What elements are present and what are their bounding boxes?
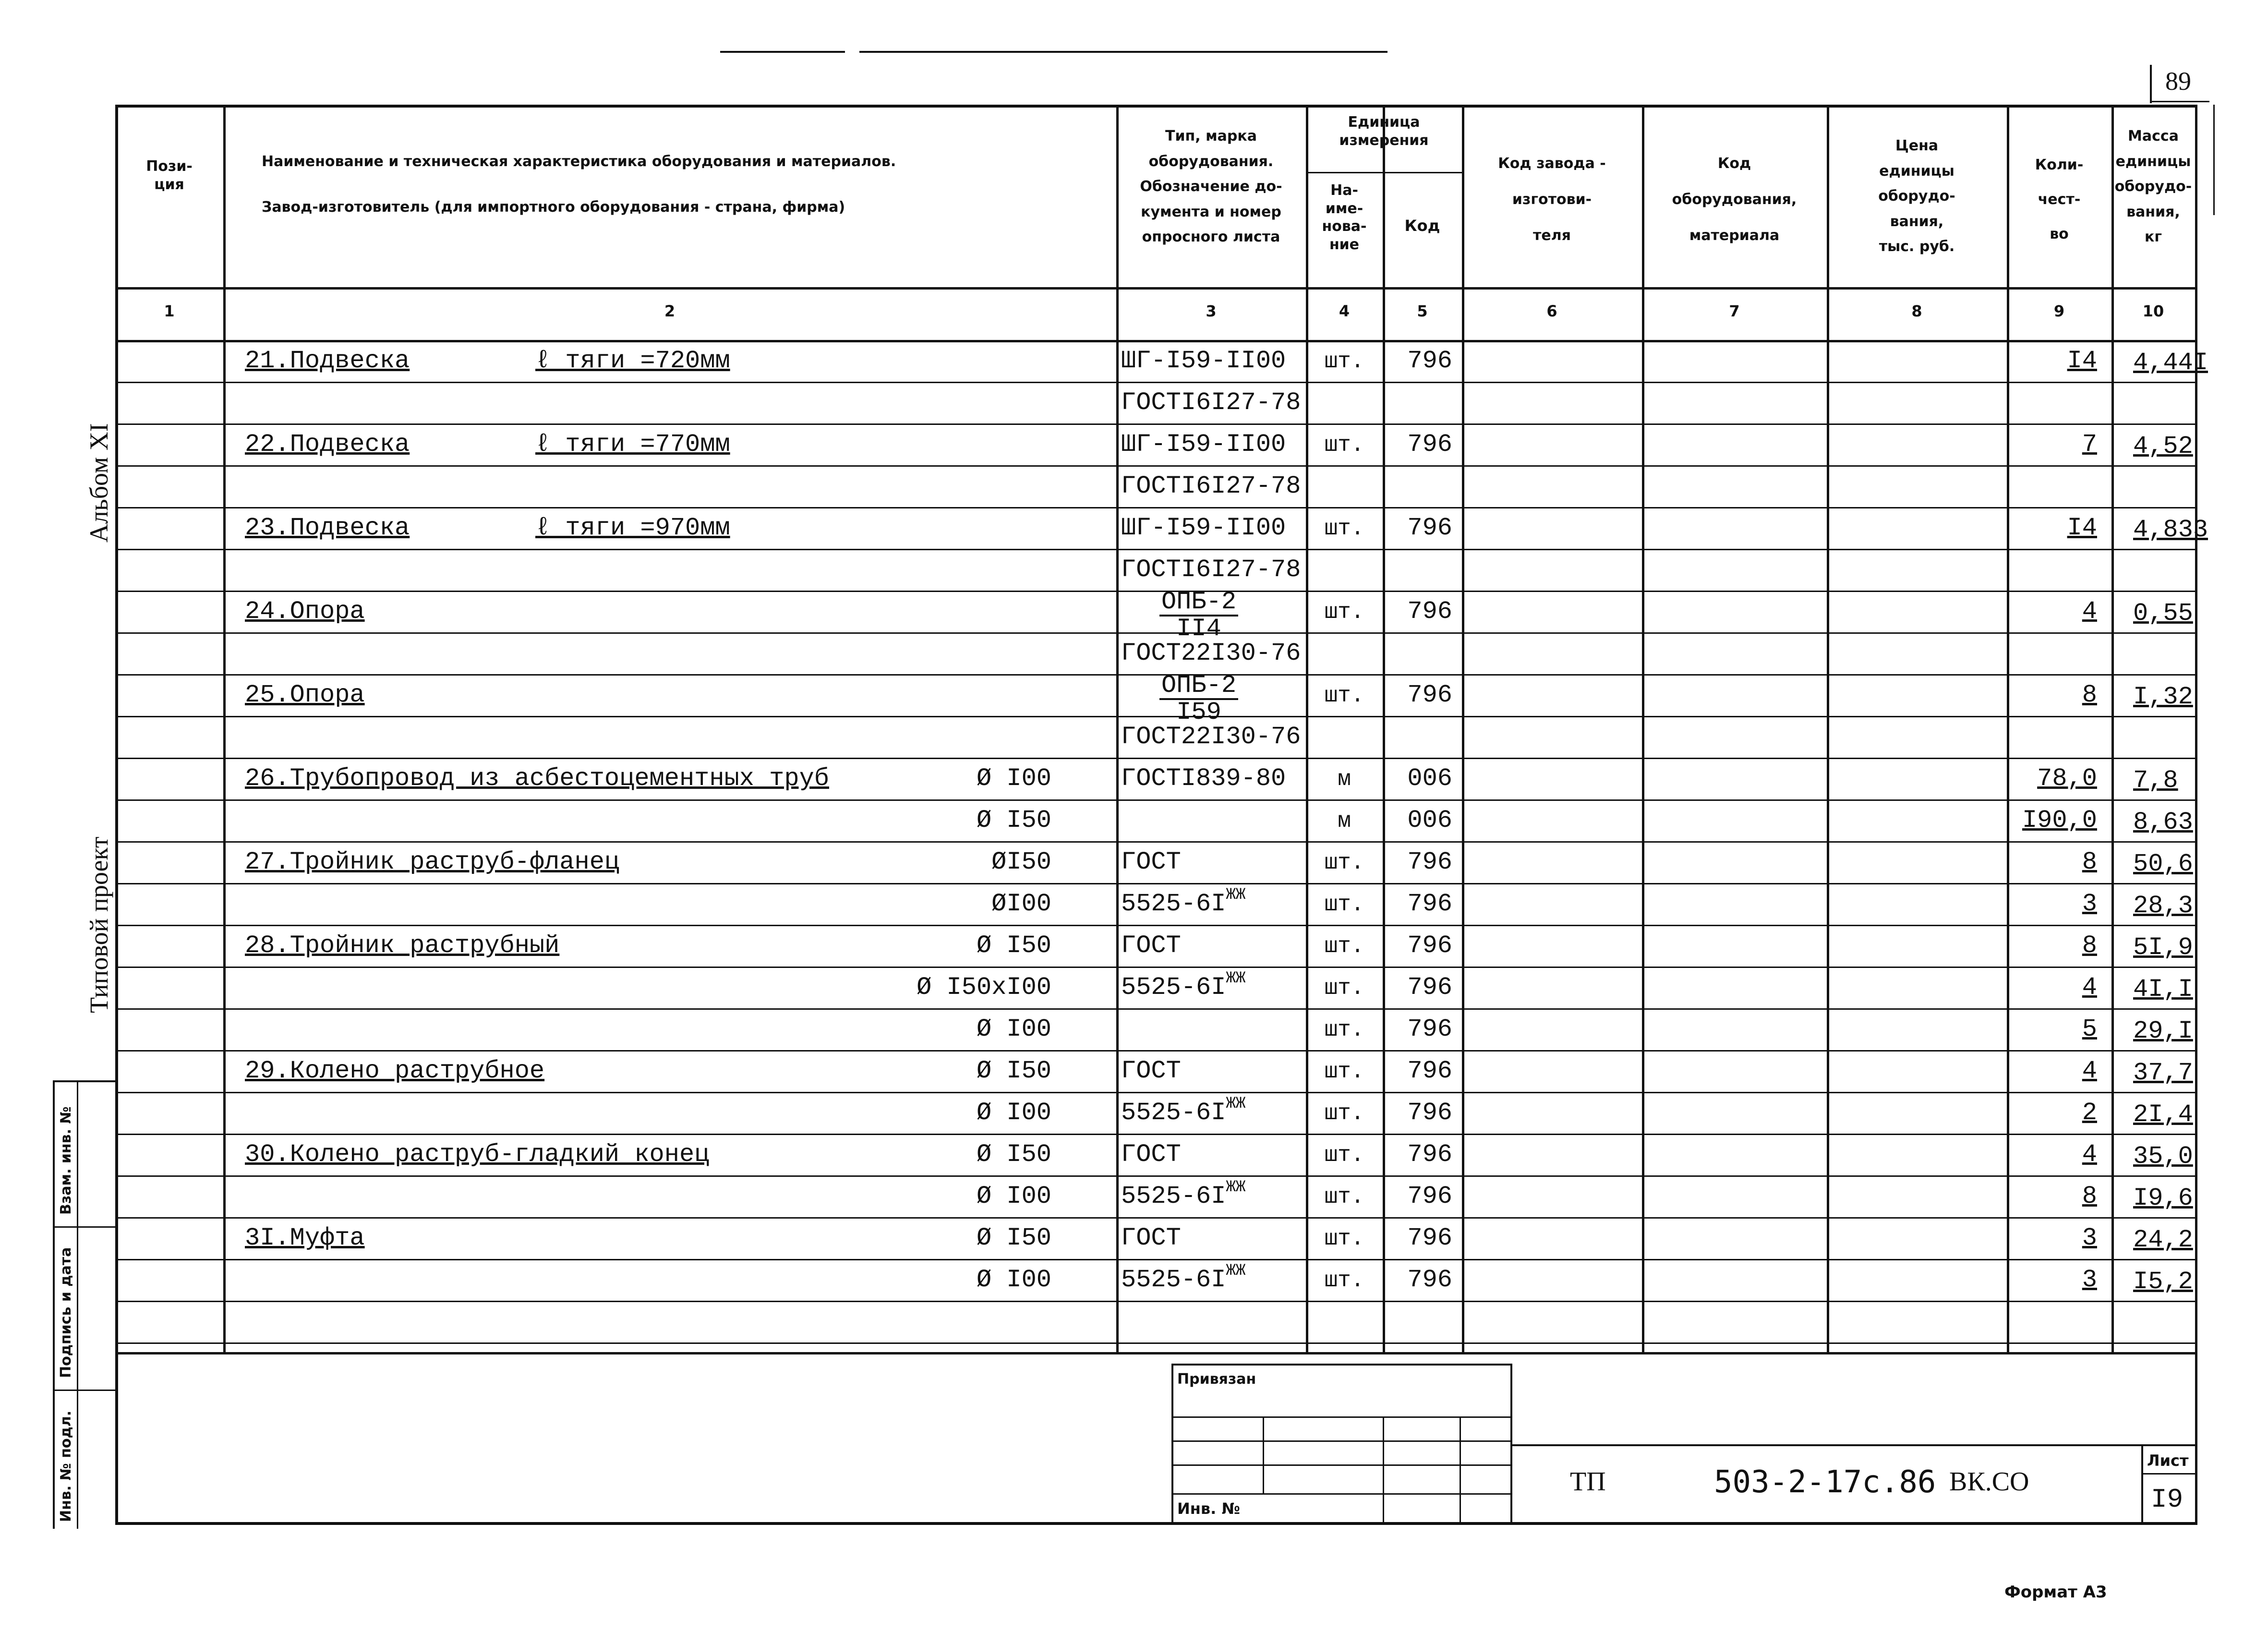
- row-type-note: ЖЖ: [1226, 1095, 1246, 1113]
- row-quantity: 4: [2082, 597, 2097, 626]
- header-col-number-1: 1: [164, 302, 175, 320]
- row-quantity: 4: [2082, 1140, 2097, 1169]
- row-unit: шт.: [1324, 600, 1364, 625]
- row-name: 30.Колено раструб-гладкий конец: [245, 1140, 710, 1169]
- row-unit-code: 796: [1407, 890, 1452, 918]
- row-unit: шт.: [1324, 892, 1364, 917]
- row-quantity: 5: [2082, 1015, 2097, 1043]
- row-unit: шт.: [1324, 934, 1364, 959]
- row-unit-code: 796: [1407, 848, 1452, 876]
- row-mass: 8,63: [2133, 808, 2193, 836]
- row-diameter: Ø I50: [976, 1057, 1051, 1085]
- row-unit: шт.: [1324, 433, 1364, 458]
- fraction-bottom: I59: [1176, 698, 1221, 726]
- header-unit-group: Единица измерения: [1339, 114, 1429, 149]
- row-quantity: 3: [2082, 890, 2097, 918]
- row-name-detail: ℓ тяги =720мм: [535, 347, 730, 375]
- row-name: 26.Трубопровод из асбестоцементных труб: [245, 764, 829, 793]
- row-mass: 28,3: [2133, 892, 2193, 920]
- row-unit-code: 796: [1407, 514, 1452, 542]
- doc-mark: ВК.СО: [1949, 1467, 2029, 1497]
- row-type: $5525-6I^{ЖЖ}$: [1121, 1095, 1246, 1127]
- row-unit: шт.: [1324, 1143, 1364, 1168]
- row-mass: 2I,4: [2133, 1100, 2193, 1129]
- header-unit-name: На- име- нова- ние: [1322, 182, 1367, 253]
- row-unit: шт.: [1324, 1059, 1364, 1084]
- row-quantity: 78,0: [2037, 764, 2097, 793]
- row-type: ГОСТ22I30-76: [1121, 723, 1301, 751]
- row-mass: 4,52: [2133, 432, 2193, 460]
- row-quantity: 3: [2082, 1224, 2097, 1252]
- row-diameter: Ø I50: [976, 931, 1051, 960]
- row-name: 21.Подвеска: [245, 347, 410, 375]
- row-type-note: ЖЖ: [1226, 969, 1246, 988]
- row-type: ШГ-I59-II00: [1121, 514, 1286, 542]
- header-col-number-6: 6: [1546, 302, 1557, 320]
- header-position: Пози- ция: [146, 158, 193, 193]
- format-label: Формат А3: [2004, 1583, 2107, 1602]
- stamp-sign-date: Подпись и дата: [58, 1247, 74, 1378]
- row-mass: 4,44I: [2133, 349, 2208, 377]
- header-col-number-8: 8: [1911, 302, 1922, 320]
- row-unit: шт.: [1324, 683, 1364, 708]
- row-diameter: Ø I00: [976, 1266, 1051, 1294]
- row-unit: шт.: [1324, 516, 1364, 541]
- row-unit: шт.: [1324, 349, 1364, 374]
- row-mass: 4I,I: [2133, 975, 2193, 1003]
- stamp-inv-repl: Взам. инв. №: [58, 1106, 74, 1215]
- row-name: 3I.Муфта: [245, 1224, 365, 1252]
- row-quantity: 8: [2082, 931, 2097, 960]
- row-name: 29.Колено раструбное: [245, 1057, 545, 1085]
- row-type: ШГ-I59-II00: [1121, 430, 1286, 459]
- row-name: 25.Опора: [245, 681, 365, 709]
- row-unit-code: 796: [1407, 597, 1452, 626]
- row-diameter: ØI50: [991, 848, 1051, 876]
- sheet-label: Лист: [2147, 1451, 2189, 1470]
- row-name-detail: ℓ тяги =770мм: [535, 430, 730, 459]
- header-col-number-9: 9: [2053, 302, 2065, 320]
- side-label-album: Альбом XI: [84, 423, 113, 543]
- row-name-detail: ℓ тяги =970мм: [535, 514, 730, 542]
- row-unit: м: [1338, 767, 1351, 792]
- row-quantity: 7: [2082, 430, 2097, 459]
- row-type: ГОСТ: [1121, 1140, 1181, 1169]
- title-main-top: [1512, 1444, 2195, 1446]
- row-diameter: Ø I00: [976, 1182, 1051, 1210]
- row-name: 27.Тройник раструб-фланец: [245, 848, 620, 876]
- row-unit-code: 796: [1407, 1015, 1452, 1043]
- row-type: ГОСТI6I27-78: [1121, 472, 1301, 500]
- tp-label: ТП: [1570, 1467, 1606, 1497]
- row-diameter: Ø I50: [976, 1140, 1051, 1169]
- row-unit: шт.: [1324, 1185, 1364, 1209]
- header-unit-code: Код: [1404, 217, 1440, 235]
- row-unit: шт.: [1324, 1017, 1364, 1042]
- fraction-bottom: II4: [1176, 615, 1221, 643]
- row-mass: 29,I: [2133, 1017, 2193, 1045]
- row-quantity: 2: [2082, 1099, 2097, 1127]
- header-quantity: Коли- чест- во: [2035, 157, 2084, 242]
- row-diameter: Ø I50xI00: [917, 973, 1051, 1002]
- row-type: ГОСТI6I27-78: [1121, 388, 1301, 417]
- row-type-note: ЖЖ: [1226, 1178, 1246, 1197]
- row-unit-code: 006: [1407, 806, 1452, 834]
- header-equipment-code: Код оборудования, материала: [1672, 155, 1797, 244]
- row-mass: 5I,9: [2133, 933, 2193, 962]
- header-price: Цена единицы оборудо- вания, тыс. руб.: [1878, 137, 1955, 255]
- row-quantity: 8: [2082, 848, 2097, 876]
- page-number-underline: [2152, 101, 2209, 102]
- row-unit-code: 796: [1407, 430, 1452, 459]
- row-type-note: ЖЖ: [1226, 886, 1246, 904]
- row-quantity: 3: [2082, 1266, 2097, 1294]
- page-number-rule: [2150, 65, 2152, 103]
- row-unit-code: 796: [1407, 973, 1452, 1002]
- row-type: ГОСТ: [1121, 1057, 1181, 1085]
- header-plant-code: Код завода - изготови- теля: [1498, 155, 1606, 244]
- row-unit-code: 796: [1407, 1099, 1452, 1127]
- row-mass: 50,6: [2133, 850, 2193, 878]
- row-mass: I5,2: [2133, 1268, 2193, 1296]
- header-col-number-7: 7: [1729, 302, 1740, 320]
- top-rule-right: [859, 51, 1387, 53]
- row-unit: шт.: [1324, 1101, 1364, 1126]
- bound-label: Привязан: [1177, 1371, 1256, 1388]
- header-col-number-2: 2: [664, 302, 676, 320]
- row-unit: шт.: [1324, 1226, 1364, 1251]
- row-unit: шт.: [1324, 976, 1364, 1001]
- row-type: ГОСТ: [1121, 1224, 1181, 1252]
- row-diameter: Ø I00: [976, 1099, 1051, 1127]
- header-col-number-3: 3: [1206, 302, 1217, 320]
- row-name: 23.Подвеска: [245, 514, 410, 542]
- row-unit-code: 796: [1407, 1140, 1452, 1169]
- row-unit-code: 006: [1407, 764, 1452, 793]
- title-block: [1171, 1364, 2195, 1525]
- row-diameter: Ø I00: [976, 1015, 1051, 1043]
- row-mass: 24,2: [2133, 1226, 2193, 1254]
- row-type: ГОСТ: [1121, 848, 1181, 876]
- row-mass: 37,7: [2133, 1059, 2193, 1087]
- header-col-number-5: 5: [1417, 302, 1428, 320]
- spec-table: [115, 105, 2208, 1343]
- row-mass: 4,833: [2133, 516, 2208, 544]
- row-type: $5525-6I^{ЖЖ}$: [1121, 1262, 1246, 1294]
- row-quantity: 8: [2082, 681, 2097, 709]
- row-mass: 7,8: [2133, 766, 2178, 795]
- sheet-number: I9: [2151, 1484, 2184, 1515]
- row-diameter: Ø I50: [976, 806, 1051, 834]
- row-diameter: ØI00: [991, 890, 1051, 918]
- row-name: 22.Подвеска: [245, 430, 410, 459]
- row-type: $5525-6I^{ЖЖ}$: [1121, 969, 1246, 1002]
- row-mass: I9,6: [2133, 1184, 2193, 1212]
- header-col-number-10: 10: [2142, 302, 2164, 320]
- row-type: ГОСТ: [1121, 931, 1181, 960]
- row-unit-code: 796: [1407, 1182, 1452, 1210]
- top-rule-left: [720, 51, 845, 53]
- row-name: 28.Тройник раструбный: [245, 931, 560, 960]
- row-type-note: ЖЖ: [1226, 1262, 1246, 1280]
- row-type: ГОСТ22I30-76: [1121, 639, 1301, 667]
- stamp-inv-orig: Инв. № подл.: [58, 1410, 74, 1522]
- header-name-a: Наименование и техническая характеристика оборудования и материалов.: [262, 153, 896, 170]
- row-type: ШГ-I59-II00: [1121, 347, 1286, 375]
- row-unit-code: 796: [1407, 347, 1452, 375]
- header-type: Тип, марка оборудования. Обозначение до- кумента и номер опросного листа: [1140, 128, 1282, 245]
- row-type: $5525-6I^{ЖЖ}$: [1121, 886, 1246, 918]
- row-unit-code: 796: [1407, 1266, 1452, 1294]
- row-type: ГОСТI839-80: [1121, 764, 1286, 793]
- row-quantity: I4: [2067, 514, 2097, 542]
- doc-number: 503-2-17с.86: [1714, 1464, 1936, 1500]
- row-quantity: I90,0: [2022, 806, 2097, 834]
- side-label-project: Типовой проект: [84, 836, 113, 1013]
- frame-right-edge: [2195, 105, 2197, 1525]
- row-mass: 35,0: [2133, 1142, 2193, 1171]
- row-quantity: I4: [2067, 347, 2097, 375]
- inv-no-label: Инв. №: [1177, 1499, 1240, 1518]
- row-unit: шт.: [1324, 1268, 1364, 1293]
- row-mass: 0,55: [2133, 599, 2193, 628]
- row-unit: м: [1338, 809, 1351, 834]
- row-name: 24.Опора: [245, 597, 365, 626]
- row-unit-code: 796: [1407, 1224, 1452, 1252]
- row-type-fraction: [1159, 673, 1238, 725]
- frame-right-outer: [2213, 105, 2215, 215]
- row-diameter: Ø I50: [976, 1224, 1051, 1252]
- row-diameter: Ø I00: [976, 764, 1051, 793]
- title-main-bottom: [1512, 1523, 2195, 1525]
- row-quantity: 8: [2082, 1182, 2097, 1210]
- row-quantity: 4: [2082, 1057, 2097, 1085]
- header-name-b: Завод-изготовитель (для импортного оборудования - страна, фирма): [262, 199, 845, 216]
- header-col-number-4: 4: [1339, 302, 1350, 320]
- row-type: $5525-6I^{ЖЖ}$: [1121, 1178, 1246, 1210]
- row-type-fraction: [1159, 590, 1238, 641]
- row-quantity: 4: [2082, 973, 2097, 1002]
- row-unit: шт.: [1324, 850, 1364, 875]
- row-unit-code: 796: [1407, 681, 1452, 709]
- fraction-top: ОПБ-2: [1159, 673, 1238, 700]
- row-mass: I,32: [2133, 683, 2193, 711]
- row-unit-code: 796: [1407, 1057, 1452, 1085]
- page-number: 89: [2165, 67, 2191, 96]
- row-unit-code: 796: [1407, 931, 1452, 960]
- row-type: ГОСТI6I27-78: [1121, 556, 1301, 584]
- fraction-top: ОПБ-2: [1159, 590, 1238, 616]
- header-mass: Масса единицы оборудо- вания, кг: [2114, 128, 2192, 245]
